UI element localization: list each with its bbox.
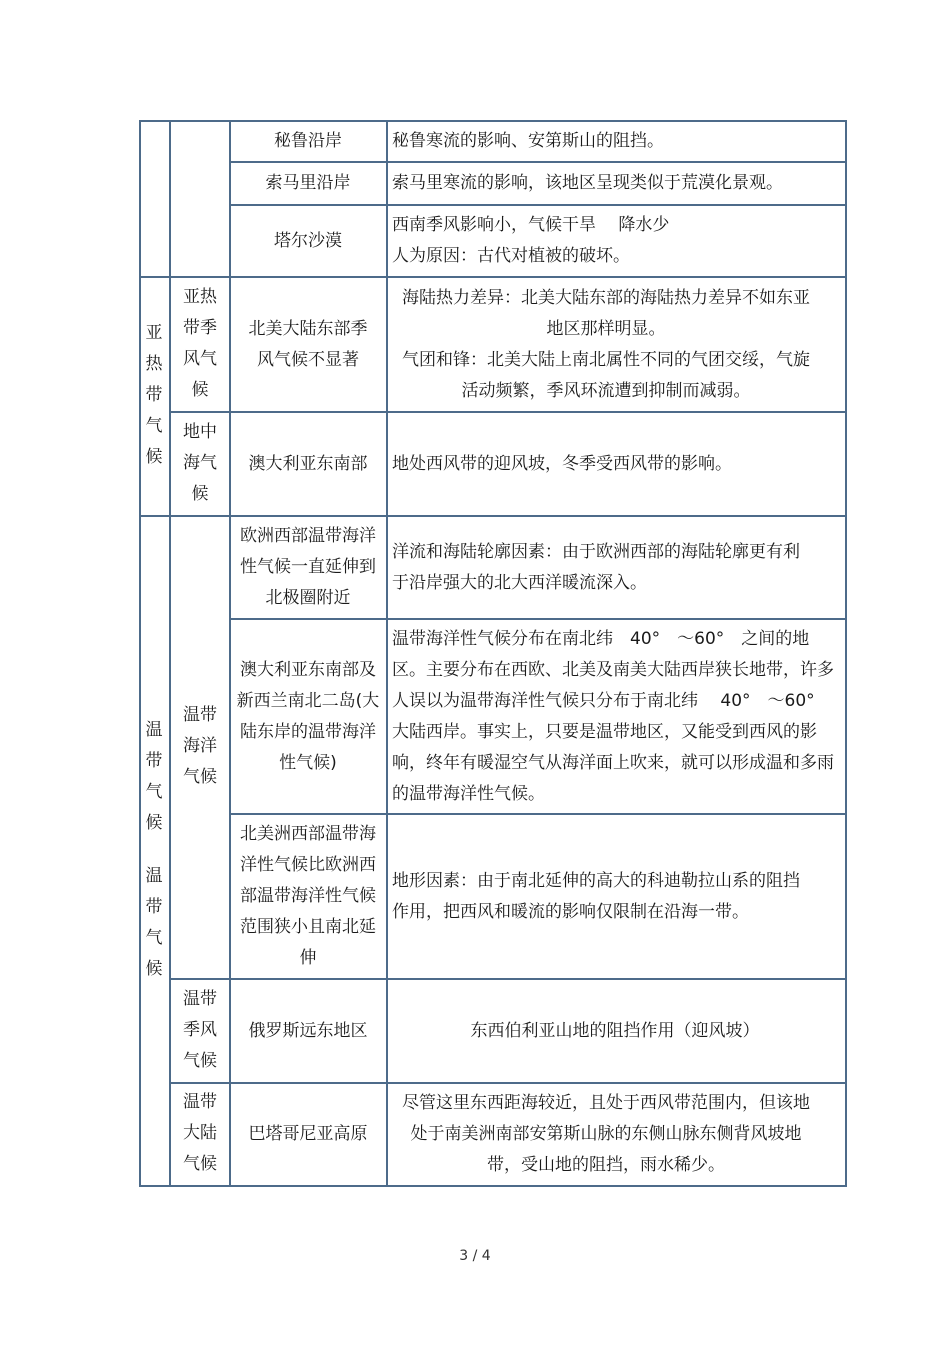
- region-cell: 巴塔哥尼亚高原: [248, 1124, 368, 1144]
- subtype-cell: 温带海洋气候: [183, 705, 217, 787]
- reason-cell: 地处西风带的迎风坡，冬季受西风带的影响。: [392, 453, 732, 474]
- reason-cell: 地形因素：由于南北延伸的高大的科迪勒拉山系的阻挡作用，把西风和暖流的影响仅限制在沿海一带。: [392, 870, 800, 922]
- category-char: 气: [145, 416, 163, 436]
- reason-cell: 尽管这里东西距海较近，且处于西风带范围内，但该地处于南美洲南部安第斯山脉的东侧山脉东侧背风坡地带，受山地的阻挡，雨水稀少。: [402, 1093, 810, 1175]
- reason-cell: 温带海洋性气候分布在南北纬 40° ～60° 之间的地区。主要分布在西欧、北美及南美大陆西岸狭长地带，许多人误以为温带海洋性气候只分布于南北纬 40° ～60° 大陆西岸。事实上，只要是温带地区，又能受到西风的影响，终年有暖湿空气从海洋面上吹来，就可以形成温和多雨的温带海洋性气候。: [392, 628, 834, 804]
- region-cell: 北美洲西部温带海洋性气候比欧洲西部温带海洋性气候范围狭小且南北延伸: [240, 824, 376, 968]
- category-char: 带: [145, 385, 163, 405]
- category-char: 气: [145, 782, 163, 802]
- reason-cell: 海陆热力差异：北美大陆东部的海陆热力差异不如东亚地区那样明显。 气团和锋：北美大陆上南北属性不同的气团交绥，气旋活动频繁，季风环流遭到抑制而减弱。: [402, 287, 810, 401]
- category-char: 温: [145, 720, 163, 740]
- category-char: 候: [145, 447, 163, 467]
- reason-cell: 东西伯利亚山地的阻挡作用（迎风坡）: [470, 1020, 760, 1041]
- category-char: 热: [145, 354, 163, 374]
- region-cell: 欧洲西部温带海洋性气候一直延伸到北极圈附近: [240, 526, 376, 608]
- region-cell: 塔尔沙漠: [274, 230, 342, 251]
- reason-cell: 洋流和海陆轮廓因素：由于欧洲西部的海陆轮廓更有利于沿岸强大的北大西洋暖流深入。: [392, 541, 800, 593]
- category-char: 气: [145, 928, 163, 948]
- region-cell: 北美大陆东部季风气候不显著: [248, 318, 368, 370]
- category-temperate: [139, 515, 169, 1185]
- region-cell: 澳大利亚东南部及新西兰南北二岛(大陆东岸的温带海洋性气候): [236, 659, 380, 773]
- subtype-cell: 温带季风气候: [183, 988, 217, 1071]
- region-cell: 俄罗斯远东地区: [248, 1020, 368, 1041]
- category-subtropical: [139, 276, 169, 515]
- region-cell: 澳大利亚东南部: [248, 453, 368, 474]
- category-char: 候: [145, 959, 163, 979]
- subtype-cell: 温带大陆气候: [183, 1092, 217, 1174]
- region-cell: 秘鲁沿岸: [274, 131, 342, 151]
- subtype-cell: 亚热带季风气候: [183, 286, 217, 400]
- category-char: 候: [145, 813, 163, 833]
- climate-table: [139, 120, 847, 1187]
- table-bottom-border: [139, 1185, 847, 1187]
- category-char: 亚: [145, 323, 163, 343]
- reason-cell: 西南季风影响小，气候干旱 降水少 人为原因：古代对植被的破坏。: [392, 215, 670, 266]
- table-right-border: [845, 120, 847, 1187]
- page-number: 3 / 4: [459, 1248, 491, 1264]
- subtype-cell: 地中海气候: [183, 421, 217, 504]
- region-cell: 索马里沿岸: [265, 173, 351, 193]
- category-char: 温: [145, 866, 163, 886]
- reason-cell: 索马里寒流的影响，该地区呈现类似于荒漠化景观。: [392, 173, 783, 193]
- reason-cell: 秘鲁寒流的影响、安第斯山的阻挡。: [392, 131, 664, 151]
- category-char: 带: [145, 751, 163, 771]
- category-char: 带: [145, 897, 163, 917]
